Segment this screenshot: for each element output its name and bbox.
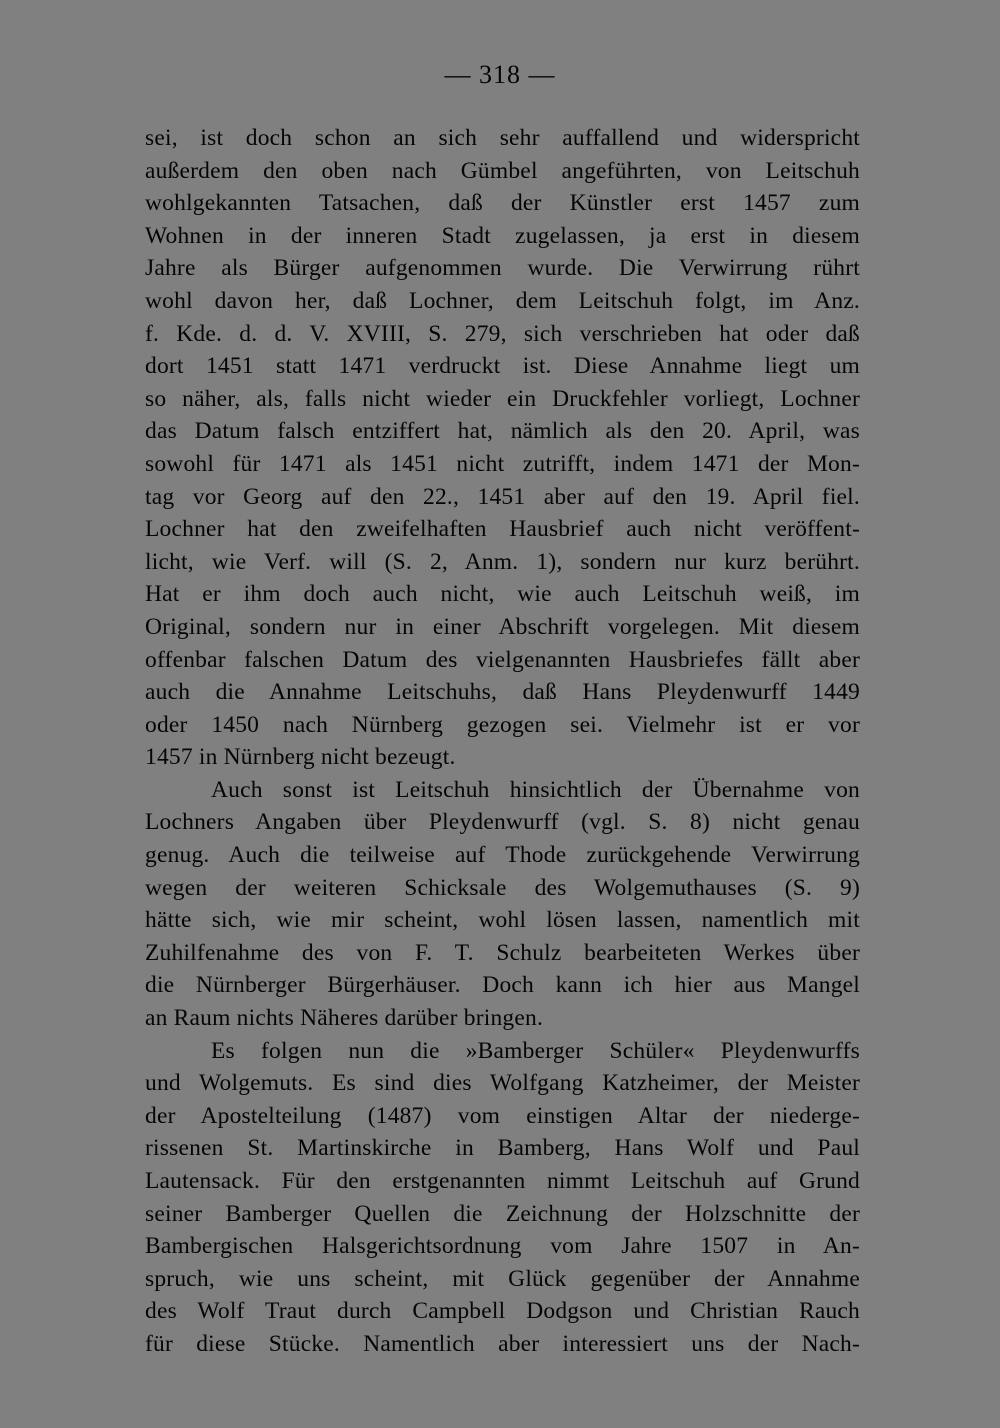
text-line: auch die Annahme Leitschuhs, daß Hans Pleydenwurff 1449 xyxy=(145,679,860,706)
text-line: Es folgen nun die »Bamberger Schüler« Pleydenwurffs xyxy=(211,1037,860,1064)
text-line: tag vor Georg auf den 22., 1451 aber auf den 19. April fiel. xyxy=(145,483,860,510)
text-line: Lochner hat den zweifelhaften Hausbrief auch nicht veröffent- xyxy=(145,516,860,543)
text-line: wohlgekannten Tatsachen, daß der Künstler erst 1457 zum xyxy=(145,190,860,217)
text-line: hätte sich, wie mir scheint, wohl lösen lassen, namentlich mit xyxy=(145,907,860,934)
page-number: — 318 — xyxy=(444,60,556,89)
text-line: Hat er ihm doch auch nicht, wie auch Leitschuh weiß, im xyxy=(145,581,860,608)
text-line: Original, sondern nur in einer Abschrift vorgelegen. Mit diesem xyxy=(145,613,860,640)
text-line: Bambergischen Halsgerichtsordnung vom Jahre 1507 in An- xyxy=(145,1233,860,1260)
text-line: Zuhilfenahme des von F. T. Schulz bearbeiteten Werkes über xyxy=(145,939,860,966)
text-line: sei, ist doch schon an sich sehr auffallend und widerspricht xyxy=(145,125,860,151)
text-line: Auch sonst ist Leitschuh hinsichtlich der Übernahme von xyxy=(211,776,860,803)
text-line: Lautensack. Für den erstgenannten nimmt Leitschuh auf Grund xyxy=(145,1168,860,1194)
text-line: sowohl für 1471 als 1451 nicht zutrifft, indem 1471 der Mon- xyxy=(145,450,860,477)
text-line: so näher, als, falls nicht wieder ein Druckfehler vorliegt, Lochner xyxy=(145,385,860,412)
text-line: des Wolf Traut durch Campbell Dodgson und Christian Rauch xyxy=(145,1298,860,1325)
text-line: rissenen St. Martinskirche in Bamberg, Hans Wolf und Paul xyxy=(145,1135,860,1162)
text-line: an Raum nichts Näheres darüber bringen. xyxy=(145,1005,544,1032)
text-line: Jahre als Bürger aufgenommen wurde. Die Verwirrung rührt xyxy=(145,255,860,282)
text-line: wohl davon her, daß Lochner, dem Leitschuh folgt, im Anz. xyxy=(145,287,860,314)
text-line: offenbar falschen Datum des vielgenannten Hausbriefes fällt aber xyxy=(145,646,860,673)
text-line: und Wolgemuts. Es sind dies Wolfgang Katzheimer, der Meister xyxy=(145,1070,860,1097)
text-line: der Apostelteilung (1487) vom einstigen Altar der niederge- xyxy=(145,1102,860,1129)
text-line: die Nürnberger Bürgerhäuser. Doch kann ich hier aus Mangel xyxy=(145,972,860,999)
text-line: spruch, wie uns scheint, mit Glück gegenüber der Annahme xyxy=(145,1265,860,1292)
text-line: außerdem den oben nach Gümbel angeführten, von Leitschuh xyxy=(145,157,860,184)
text-line: Lochners Angaben über Pleydenwurff (vgl. S. 8) nicht genau xyxy=(145,809,860,836)
text-line: genug. Auch die teilweise auf Thode zurückgehende Verwirrung xyxy=(145,842,860,869)
text-line: Wohnen in der inneren Stadt zugelassen, ja erst in diesem xyxy=(145,222,860,249)
text-line: 1457 in Nürnberg nicht bezeugt. xyxy=(145,744,456,771)
text-line: oder 1450 nach Nürnberg gezogen sei. Vielmehr ist er vor xyxy=(145,711,860,738)
text-line: das Datum falsch entziffert hat, nämlich als den 20. April, was xyxy=(145,418,860,445)
text-line: wegen der weiteren Schicksale des Wolgemuthauses (S. 9) xyxy=(145,874,860,901)
text-line: dort 1451 statt 1471 verdruckt ist. Diese Annahme liegt um xyxy=(145,353,860,380)
body-text xyxy=(145,122,860,1361)
text-line: für diese Stücke. Namentlich aber interessiert uns der Nach- xyxy=(145,1330,860,1357)
text-line: licht, wie Verf. will (S. 2, Anm. 1), sondern nur kurz berührt. xyxy=(145,548,860,575)
text-line: f. Kde. d. d. V. XVIII, S. 279, sich verschrieben hat oder daß xyxy=(145,320,860,347)
text-line: seiner Bamberger Quellen die Zeichnung der Holzschnitte der xyxy=(145,1200,860,1227)
